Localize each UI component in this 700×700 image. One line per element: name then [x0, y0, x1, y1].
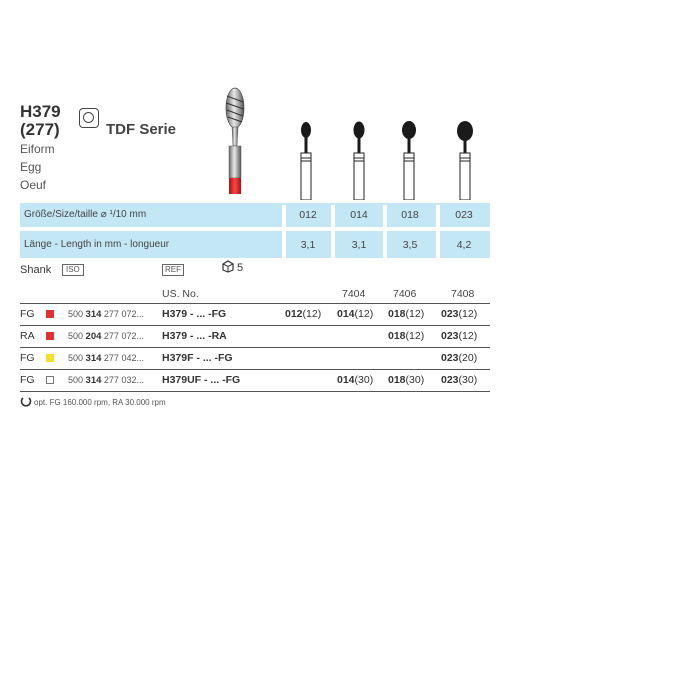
ref-mid: 314	[85, 309, 102, 320]
table-rule	[20, 325, 490, 326]
cell-size: 012	[285, 308, 303, 320]
length-value: 4,2	[456, 239, 472, 251]
us-no-label: US. No.	[162, 288, 199, 300]
ref-mid: 314	[85, 375, 102, 386]
bur-silhouette-icon	[453, 118, 477, 200]
cell-pack: (20)	[458, 352, 478, 364]
shank-label: Shank	[20, 264, 52, 276]
cell-pack: (30)	[458, 374, 478, 386]
ref-mid: 204	[85, 331, 102, 342]
ref-prefix: 500	[68, 353, 84, 363]
ref-number	[68, 309, 144, 320]
table-rule	[20, 369, 490, 370]
size-pack-cell	[388, 330, 424, 342]
cell-pack: (30)	[405, 374, 425, 386]
size-pack-cell	[388, 308, 424, 320]
length-value: 3,1	[300, 239, 316, 251]
table-rule	[20, 391, 490, 392]
model-code: H379F - ... -FG	[162, 352, 233, 364]
length-value: 3,1	[351, 239, 367, 251]
name-en: Egg	[20, 160, 42, 174]
cell-size: 018	[388, 308, 406, 320]
band-column-gap	[383, 205, 387, 258]
length-value: 3,5	[402, 239, 418, 251]
package-icon	[221, 259, 235, 273]
ring-color-swatch	[46, 332, 54, 340]
size-pack-cell	[337, 308, 373, 320]
size-pack-cell	[388, 374, 424, 386]
cell-pack: (12)	[405, 308, 425, 320]
ref-number	[68, 375, 144, 386]
tdf-logo-icon	[79, 108, 99, 128]
size-pack-cell	[285, 308, 321, 320]
cell-size: 023	[441, 352, 459, 364]
table-rule	[20, 303, 490, 304]
ref-suffix: 277 072...	[103, 331, 144, 341]
bur-photo-icon	[218, 86, 252, 198]
size-pack-cell	[441, 374, 477, 386]
ring-color-swatch	[46, 376, 54, 384]
band-column-gap	[436, 205, 440, 258]
bur-silhouette-icon	[296, 118, 316, 200]
model-code: H379 - ... -FG	[162, 308, 227, 320]
size-label: Größe/Size/taille ⌀ ¹/10 mm	[24, 209, 147, 220]
us-number: 7404	[342, 288, 366, 300]
ref-suffix: 277 042...	[103, 353, 144, 363]
size-pack-cell	[337, 374, 373, 386]
ref-prefix: 500	[68, 331, 84, 341]
size-pack-cell	[441, 308, 477, 320]
shank-type: FG	[20, 374, 35, 386]
ref-prefix: 500	[68, 309, 84, 319]
cell-pack: (12)	[302, 308, 322, 320]
shank-type: RA	[20, 330, 35, 342]
bur-silhouette-icon	[349, 118, 369, 200]
band-column-gap	[282, 205, 286, 258]
model-code: H379 - ... -RA	[162, 330, 227, 342]
cell-size: 023	[441, 308, 459, 320]
size-value: 014	[350, 209, 368, 221]
cell-pack: (12)	[405, 330, 425, 342]
product-model: H379	[20, 102, 61, 121]
cell-pack: (12)	[458, 330, 478, 342]
cell-pack: (12)	[458, 308, 478, 320]
cell-size: 018	[388, 330, 406, 342]
name-fr: Oeuf	[20, 178, 47, 192]
size-value: 023	[455, 209, 473, 221]
bur-silhouette-icon	[398, 118, 420, 200]
cell-size: 023	[441, 330, 459, 342]
ring-color-swatch	[46, 354, 54, 362]
cell-size: 018	[388, 374, 406, 386]
cell-size: 014	[337, 308, 355, 320]
band-column-gap	[331, 205, 335, 258]
size-value: 012	[299, 209, 317, 221]
pack-count: 5	[237, 262, 244, 274]
iso-box: ISO	[62, 264, 84, 276]
cell-size: 014	[337, 374, 355, 386]
table-rule	[20, 347, 490, 348]
size-pack-cell	[441, 352, 477, 364]
ring-color-swatch	[46, 310, 54, 318]
cell-pack: (12)	[354, 308, 374, 320]
ref-mid: 314	[85, 353, 102, 364]
series-name: TDF Serie	[106, 121, 177, 138]
size-pack-cell	[441, 330, 477, 342]
ref-suffix: 277 032...	[103, 375, 144, 385]
size-value: 018	[401, 209, 419, 221]
ref-number	[68, 331, 144, 342]
shank-type: FG	[20, 308, 35, 320]
cell-pack: (30)	[354, 374, 374, 386]
cell-size: 023	[441, 374, 459, 386]
ref-box: REF	[162, 264, 184, 276]
rotation-icon	[20, 395, 32, 407]
footnote: opt. FG 160.000 rpm, RA 30.000 rpm	[34, 398, 166, 407]
model-code: H379UF - ... -FG	[162, 374, 241, 386]
ref-prefix: 500	[68, 375, 84, 385]
us-number: 7406	[393, 288, 417, 300]
name-de: Eiform	[20, 142, 55, 156]
iso-number: (277)	[20, 120, 60, 139]
length-label: Länge - Length in mm - longueur	[24, 239, 170, 250]
shank-type: FG	[20, 352, 35, 364]
ref-suffix: 277 072...	[103, 309, 144, 319]
ref-number	[68, 353, 144, 364]
us-number: 7408	[451, 288, 475, 300]
